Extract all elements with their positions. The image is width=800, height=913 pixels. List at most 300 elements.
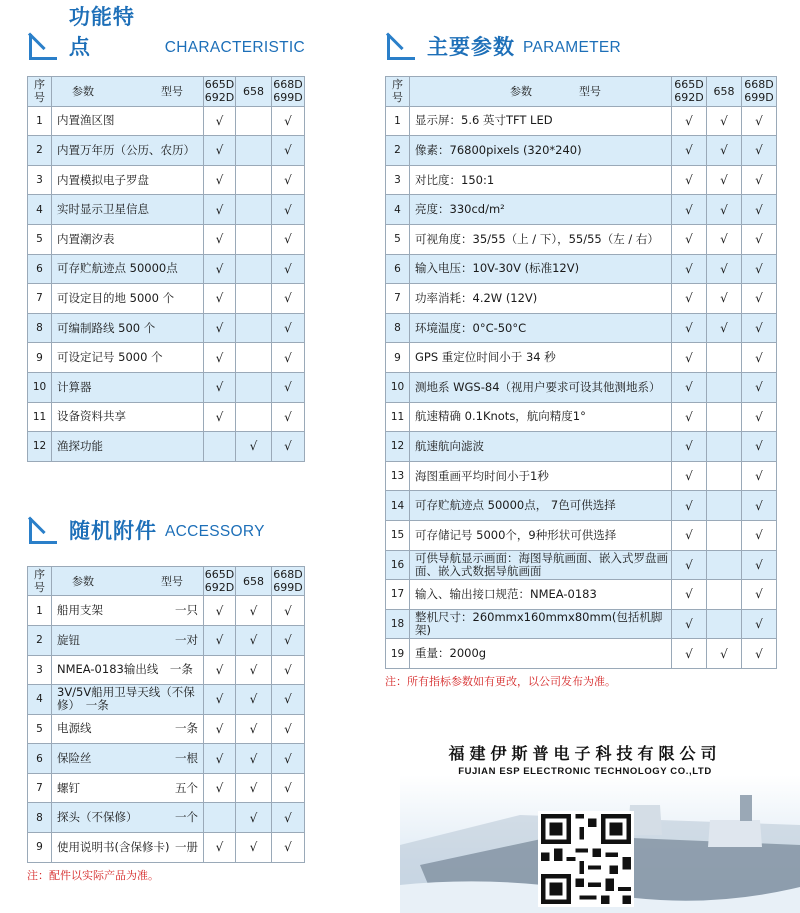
row-number: 12 [386, 432, 410, 462]
check-model-2: √ [236, 596, 272, 626]
check-model-1: √ [672, 639, 707, 669]
header-model: 型号 [161, 574, 183, 588]
check-model-3: √ [742, 520, 777, 550]
row-item-text: 可视角度：35/55（上 / 下），55/55（左 / 右） [415, 231, 659, 246]
header-param-model [52, 77, 204, 107]
check-model-2: √ [707, 639, 742, 669]
table-row [386, 609, 777, 639]
accessory-note: 注：配件以实际产品为准。 [27, 868, 159, 882]
check-model-1: √ [204, 625, 236, 655]
row-number: 9 [386, 343, 410, 373]
row-number: 1 [386, 106, 410, 136]
company-name-en: FUJIAN ESP ELECTRONIC TECHNOLOGY CO.,LTD [458, 766, 712, 777]
check-model-3: √ [742, 402, 777, 432]
check-model-1: √ [672, 432, 707, 462]
table-row [386, 106, 777, 136]
check-model-3: √ [272, 655, 305, 685]
check-model-2 [707, 402, 742, 432]
row-number: 10 [386, 372, 410, 402]
check-model-2: √ [236, 655, 272, 685]
check-model-2 [707, 432, 742, 462]
row-item-text: 航速航向滤波 [415, 438, 484, 453]
check-model-3: √ [272, 313, 305, 343]
row-number: 4 [28, 195, 52, 225]
row-item-text: 内置万年历（公历、农历） [57, 142, 195, 157]
row-item [410, 432, 672, 462]
check-model-1: √ [672, 343, 707, 373]
header-model-1: 665D 692D [204, 568, 235, 595]
row-item [410, 491, 672, 521]
row-item-text: 可存贮航迹点 50000点， 7色可供选择 [415, 498, 616, 513]
table-row [386, 580, 777, 610]
row-number: 5 [28, 714, 52, 744]
check-model-1: √ [204, 106, 236, 136]
row-item-text: 旋钮 [57, 632, 80, 647]
row-quantity: 五个 [175, 780, 198, 795]
header-param-model [52, 566, 204, 596]
row-item [410, 254, 672, 284]
check-model-1: √ [672, 284, 707, 314]
row-number: 5 [28, 224, 52, 254]
row-item [52, 432, 204, 462]
row-item [52, 106, 204, 136]
check-model-2 [707, 580, 742, 610]
check-model-3: √ [742, 580, 777, 610]
table-row [28, 596, 305, 626]
check-model-3: √ [742, 491, 777, 521]
table-row [386, 284, 777, 314]
arrow-corner-icon [27, 512, 61, 546]
check-model-3: √ [272, 596, 305, 626]
check-model-2: √ [707, 224, 742, 254]
check-model-2 [236, 165, 272, 195]
row-item [52, 402, 204, 432]
table-row [28, 625, 305, 655]
table-row [28, 402, 305, 432]
row-number: 8 [28, 803, 52, 833]
check-model-1: √ [204, 224, 236, 254]
check-model-2: √ [236, 773, 272, 803]
check-model-3: √ [272, 773, 305, 803]
row-number: 2 [28, 136, 52, 166]
check-model-2: √ [236, 833, 272, 863]
row-number: 5 [386, 224, 410, 254]
row-item [410, 372, 672, 402]
row-number: 7 [28, 284, 52, 314]
row-number: 11 [28, 402, 52, 432]
check-model-3: √ [272, 136, 305, 166]
check-model-1: √ [204, 136, 236, 166]
table-row [386, 343, 777, 373]
header-model-1: 665D 692D [672, 77, 707, 107]
row-number: 7 [28, 773, 52, 803]
check-model-3: √ [742, 343, 777, 373]
table-row [28, 432, 305, 462]
row-item [52, 625, 204, 655]
row-number: 10 [28, 372, 52, 402]
check-model-1: √ [204, 714, 236, 744]
row-item [52, 254, 204, 284]
row-item [52, 343, 204, 373]
check-model-2 [707, 343, 742, 373]
row-number: 14 [386, 491, 410, 521]
check-model-1: √ [672, 550, 707, 580]
header-no: 序号 [28, 566, 52, 596]
table-row [28, 372, 305, 402]
table-row [28, 313, 305, 343]
check-model-1: √ [204, 685, 236, 715]
row-item [52, 372, 204, 402]
row-item [410, 284, 672, 314]
row-number: 4 [28, 685, 52, 715]
row-number: 3 [386, 165, 410, 195]
row-item [410, 550, 672, 580]
check-model-2: √ [707, 165, 742, 195]
check-model-3: √ [272, 714, 305, 744]
check-model-1: √ [672, 224, 707, 254]
check-model-1: √ [204, 195, 236, 225]
check-model-3: √ [742, 195, 777, 225]
header-param: 参数 [72, 84, 94, 98]
row-item [410, 343, 672, 373]
check-model-2: √ [707, 136, 742, 166]
table-row [386, 432, 777, 462]
check-model-1: √ [672, 580, 707, 610]
check-model-2: √ [236, 685, 272, 715]
check-model-2: √ [707, 254, 742, 284]
row-item [410, 520, 672, 550]
table-row [386, 520, 777, 550]
row-number: 17 [386, 580, 410, 610]
row-item-text: 亮度：330cd/m² [415, 202, 505, 217]
accessory-title-en: ACCESSORY [165, 522, 265, 540]
check-model-1: √ [672, 402, 707, 432]
row-item [410, 165, 672, 195]
row-number: 12 [28, 432, 52, 462]
check-model-1: √ [204, 655, 236, 685]
table-row [28, 284, 305, 314]
left-column [27, 5, 305, 883]
check-model-3: √ [742, 165, 777, 195]
check-model-1: √ [672, 254, 707, 284]
row-item [410, 106, 672, 136]
header-param: 参数 [510, 84, 532, 98]
row-item-text: 内置模拟电子罗盘 [57, 172, 149, 187]
check-model-1: √ [204, 596, 236, 626]
row-number: 3 [28, 165, 52, 195]
row-item-text: 内置潮汐表 [57, 231, 115, 246]
check-model-2: √ [707, 284, 742, 314]
row-number: 15 [386, 520, 410, 550]
row-item [52, 596, 204, 626]
header-model-1: 665D 692D [204, 78, 235, 105]
check-model-2: √ [707, 195, 742, 225]
qr-code [538, 811, 634, 907]
row-item-text: 3V/5V船用卫导天线（不保修） 一条 [57, 685, 195, 713]
check-model-3: √ [272, 106, 305, 136]
characteristic-title-cn: 功能特点 [68, 5, 135, 59]
check-model-3: √ [742, 432, 777, 462]
row-item-text: 重量：2000g [415, 646, 487, 661]
row-item-text: 电源线 [57, 721, 92, 736]
table-row [28, 106, 305, 136]
check-model-1: √ [672, 461, 707, 491]
table-row [28, 744, 305, 774]
row-item [410, 224, 672, 254]
row-number: 7 [386, 284, 410, 314]
header-no: 序号 [386, 77, 410, 107]
check-model-1: √ [204, 254, 236, 284]
check-model-3: √ [272, 402, 305, 432]
check-model-3: √ [272, 343, 305, 373]
row-quantity: 一根 [175, 751, 198, 766]
row-item-text: 输入电压：10V-30V (标准12V) [415, 261, 580, 276]
row-item-text: 可编制路线 500 个 [57, 320, 156, 335]
row-item-text: 探头（不保修） [57, 810, 138, 825]
row-item [52, 833, 204, 863]
check-model-1: √ [204, 402, 236, 432]
check-model-1 [204, 803, 236, 833]
row-item [410, 195, 672, 225]
header-model-2: 658 [707, 77, 742, 107]
table-row [28, 195, 305, 225]
row-item-text: 计算器 [57, 379, 92, 394]
row-item-text: 可设定记号 5000 个 [57, 350, 163, 365]
row-item [52, 714, 204, 744]
check-model-2: √ [236, 714, 272, 744]
table-row [386, 550, 777, 580]
table-row [386, 165, 777, 195]
check-model-2: √ [236, 625, 272, 655]
row-number: 1 [28, 596, 52, 626]
check-model-1: √ [204, 833, 236, 863]
check-model-1: √ [672, 165, 707, 195]
row-item [410, 136, 672, 166]
row-item-text: 螺钉 [57, 780, 80, 795]
accessory-heading [27, 502, 305, 546]
table-row [386, 313, 777, 343]
table-row [386, 639, 777, 669]
check-model-1 [204, 432, 236, 462]
check-model-1: √ [672, 609, 707, 639]
check-model-2 [236, 284, 272, 314]
row-item [52, 284, 204, 314]
header-param-model [410, 77, 672, 107]
row-item [410, 639, 672, 669]
check-model-1: √ [204, 284, 236, 314]
check-model-3: √ [272, 833, 305, 863]
row-item [52, 136, 204, 166]
row-item-text: 整机尺寸：260mmx160mmx80mm(包括机脚架) [415, 609, 663, 637]
header-model-3: 668D 699D [273, 78, 303, 105]
check-model-3: √ [272, 254, 305, 284]
check-model-3: √ [742, 224, 777, 254]
row-number: 19 [386, 639, 410, 669]
header-model-2: 658 [236, 77, 272, 107]
header-model: 型号 [161, 84, 183, 98]
table-row [28, 655, 305, 685]
check-model-3: √ [742, 609, 777, 639]
header-model-2: 658 [236, 566, 272, 596]
check-model-3: √ [742, 254, 777, 284]
row-number: 8 [28, 313, 52, 343]
check-model-2 [707, 491, 742, 521]
parameter-title-cn: 主要参数 [427, 35, 515, 59]
check-model-2 [707, 520, 742, 550]
row-item [410, 609, 672, 639]
check-model-2: √ [707, 313, 742, 343]
row-item-text: 渔探功能 [57, 438, 103, 453]
row-item-text: 显示屏：5.6 英寸TFT LED [415, 113, 553, 128]
check-model-2 [236, 106, 272, 136]
check-model-2 [707, 461, 742, 491]
check-model-3: √ [272, 165, 305, 195]
table-row [28, 136, 305, 166]
check-model-3: √ [742, 106, 777, 136]
row-item-text: 对比度：150:1 [415, 172, 495, 187]
row-item-text: 环境温度：0°C-50°C [415, 320, 527, 335]
company-block [440, 741, 730, 777]
row-item-text: GPS 重定位时间小于 34 秒 [415, 350, 556, 365]
header-no: 序号 [28, 77, 52, 107]
check-model-2: √ [236, 744, 272, 774]
table-row [28, 165, 305, 195]
row-item [52, 803, 204, 833]
row-quantity: 一只 [175, 603, 198, 618]
check-model-3: √ [272, 685, 305, 715]
row-number: 9 [28, 343, 52, 373]
arrow-corner-icon [27, 28, 61, 62]
table-row [386, 372, 777, 402]
row-number: 8 [386, 313, 410, 343]
row-quantity: 一条 [175, 721, 198, 736]
row-item [52, 165, 204, 195]
table-row [28, 224, 305, 254]
row-item-text: 内置渔区图 [57, 113, 115, 128]
row-quantity: 一个 [175, 810, 198, 825]
row-number: 6 [386, 254, 410, 284]
table-row [386, 195, 777, 225]
header-model: 型号 [579, 84, 601, 98]
table-row [28, 254, 305, 284]
row-item-text: 可设定目的地 5000 个 [57, 290, 175, 305]
table-row [28, 343, 305, 373]
check-model-2 [236, 136, 272, 166]
row-number: 9 [28, 833, 52, 863]
row-number: 16 [386, 550, 410, 580]
check-model-1: √ [204, 773, 236, 803]
row-item-text: 使用说明书(含保修卡) [57, 839, 170, 854]
row-item [410, 461, 672, 491]
check-model-1: √ [204, 343, 236, 373]
row-item-text: 可供导航显示画面：海图导航画面、嵌入式罗盘画面、嵌入式数据导航画面 [415, 550, 668, 578]
check-model-3: √ [272, 432, 305, 462]
characteristic-heading [27, 5, 305, 62]
row-item [52, 685, 204, 715]
row-item [410, 580, 672, 610]
row-item-text: 航速精确 0.1Knots，航向精度1° [415, 409, 586, 424]
row-item-text: 保险丝 [57, 751, 92, 766]
row-number: 3 [28, 655, 52, 685]
check-model-3: √ [272, 744, 305, 774]
header-param: 参数 [72, 574, 94, 588]
check-model-1: √ [672, 313, 707, 343]
parameter-table [385, 76, 777, 669]
check-model-2 [236, 195, 272, 225]
arrow-corner-icon [385, 28, 419, 62]
check-model-3: √ [742, 313, 777, 343]
table-row [28, 714, 305, 744]
check-model-1: √ [204, 372, 236, 402]
row-quantity: 一册 [175, 839, 198, 854]
check-model-2 [236, 372, 272, 402]
row-item [410, 402, 672, 432]
check-model-3: √ [742, 136, 777, 166]
row-item-text: 测地系 WGS-84（视用户要求可设其他测地系） [415, 379, 661, 394]
check-model-3: √ [272, 372, 305, 402]
check-model-1: √ [672, 106, 707, 136]
check-model-2 [707, 550, 742, 580]
row-item-text: 实时显示卫星信息 [57, 202, 149, 217]
row-item-text: 输入、输出接口规范：NMEA-0183 [415, 586, 597, 601]
check-model-2 [707, 372, 742, 402]
company-name-cn: 福建伊斯普电子科技有限公司 [448, 744, 722, 763]
row-item-text: 像素：76800pixels (320*240) [415, 142, 582, 157]
check-model-3: √ [272, 224, 305, 254]
row-item [52, 195, 204, 225]
row-item [52, 655, 204, 685]
parameter-note: 注：所有指标参数如有更改，以公司发布为准。 [385, 674, 616, 688]
table-row [386, 254, 777, 284]
check-model-3: √ [742, 550, 777, 580]
row-number: 4 [386, 195, 410, 225]
row-number: 6 [28, 254, 52, 284]
table-row [386, 224, 777, 254]
table-row [28, 833, 305, 863]
row-item-text: 船用支架 [57, 603, 103, 618]
check-model-2 [236, 224, 272, 254]
row-item-text: 海图重画平均时间小于1秒 [415, 468, 549, 483]
check-model-2: √ [707, 106, 742, 136]
check-model-3: √ [272, 195, 305, 225]
table-row [28, 685, 305, 715]
row-item [410, 313, 672, 343]
check-model-2 [707, 609, 742, 639]
row-item-text: 功率消耗：4.2W (12V) [415, 290, 538, 305]
check-model-2 [236, 254, 272, 284]
row-number: 18 [386, 609, 410, 639]
check-model-1: √ [204, 313, 236, 343]
header-model-3: 668D 699D [273, 568, 303, 595]
check-model-2: √ [236, 432, 272, 462]
table-row [386, 461, 777, 491]
check-model-1: √ [204, 165, 236, 195]
check-model-3: √ [272, 803, 305, 833]
row-number: 2 [28, 625, 52, 655]
check-model-1: √ [672, 372, 707, 402]
check-model-1: √ [672, 491, 707, 521]
row-item-text: 可存储记号 5000个，9种形状可供选择 [415, 527, 617, 542]
row-item [52, 744, 204, 774]
check-model-1: √ [672, 136, 707, 166]
table-row [386, 402, 777, 432]
right-column [385, 18, 777, 689]
accessory-table [27, 566, 305, 863]
characteristic-title-en: CHARACTERISTIC [164, 39, 305, 56]
parameter-heading [385, 18, 777, 62]
check-model-1: √ [672, 520, 707, 550]
row-number: 1 [28, 106, 52, 136]
